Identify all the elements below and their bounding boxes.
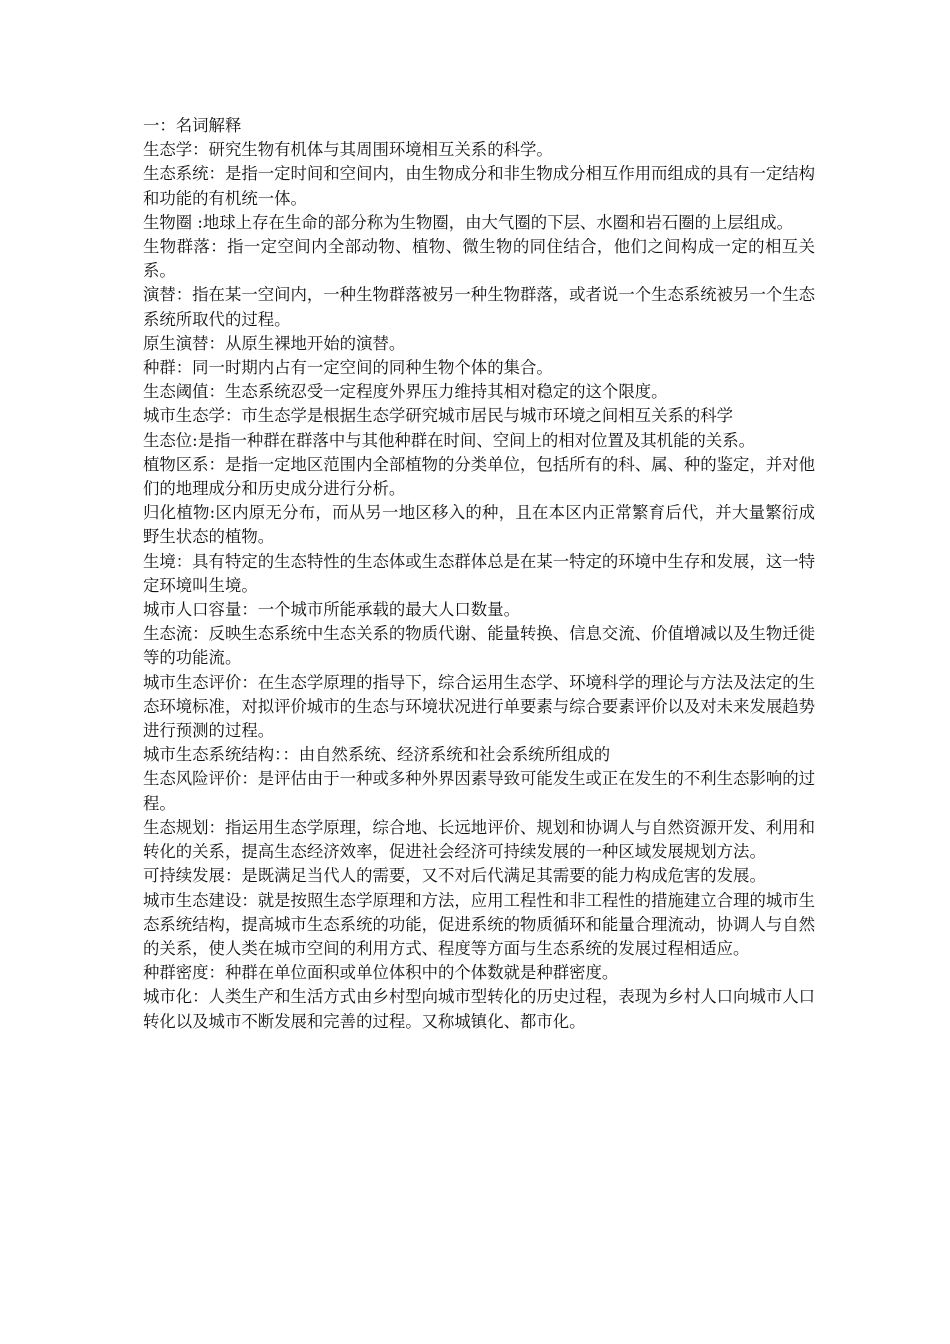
definition-habitat: 生境：具有特定的生态特性的生态体或生态群体总是在某一特定的环境中生存和发展，这一特定环境叫生境。 <box>143 551 816 595</box>
definition-primary-succession: 原生演替：从原生裸地开始的演替。 <box>143 333 406 353</box>
definition-urban-population-capacity: 城市人口容量：一个城市所能承载的最大人口数量。 <box>143 600 520 620</box>
definition-population-density: 种群密度：种群在单位面积或单位体积中的个体数就是种群密度。 <box>143 963 619 983</box>
document-body <box>143 114 815 1034</box>
definition-population: 种群：同一时期内占有一定空间的同种生物个体的集合。 <box>143 358 553 378</box>
definition-sustainable-development: 可持续发展：是既满足当代人的需要，又不对后代满足其需要的能力构成危害的发展。 <box>143 866 766 886</box>
definition-urban-ecological-assessment: 城市生态评价：在生态学原理的指导下，综合运用生态学、环境科学的理论与方法及法定的生态环境标准，对拟评价城市的生态与环境状况进行单要素与综合要素评价以及对未来发展趋势进行预测的过程。 <box>143 672 816 741</box>
definition-urban-ecosystem-structure: 城市生态系统结构：：由自然系统、经济系统和社会系统所组成的 <box>143 745 611 765</box>
definition-ecological-risk-assessment: 生态风险评价：是评估由于一种或多种外界因素导致可能发生或正在发生的不利生态影响的过程。 <box>143 769 816 813</box>
definition-urbanization: 城市化：人类生产和生活方式由乡村型向城市型转化的历史过程，表现为乡村人口向城市人口转化以及城市不断发展和完善的过程。又称城镇化、都市化。 <box>143 987 816 1031</box>
definition-urban-ecological-construction: 城市生态建设：就是按照生态学原理和方法，应用工程性和非工程性的措施建立合理的城市生态系统结构，提高城市生态系统的功能，促进系统的物质循环和能量合理流动，协调人与自然的关系，使人类在城市空间的利用方式、程度等方面与生态系统的发展过程相适应。 <box>143 890 816 958</box>
definition-succession: 演替：指在某一空间内，一种生物群落被另一种生物群落，或者说一个生态系统被另一个生态系统所取代的过程。 <box>143 285 816 329</box>
definition-biosphere: 生物圈 :地球上存在生命的部分称为生物圈，由大气圈的下层、水圈和岩石圈的上层组成。 <box>143 212 793 232</box>
definition-ecological-planning: 生态规划：指运用生态学原理，综合地、长远地评价、规划和协调人与自然资源开发、利用和转化的关系，提高生态经济效率，促进社会经济可持续发展的一种区域发展规划方法。 <box>143 817 816 862</box>
definition-ecological-flow: 生态流：反映生态系统中生态关系的物质代谢、能量转换、信息交流、价值增减以及生物迁徙等的功能流。 <box>143 624 816 668</box>
definition-urban-ecology: 城市生态学：市生态学是根据生态学研究城市居民与城市环境之间相互关系的科学 <box>143 406 734 426</box>
definition-ecological-threshold: 生态阈值：生态系统忍受一定程度外界压力维持其相对稳定的这个限度。 <box>143 382 668 402</box>
definition-naturalized-plant: 归化植物:区内原无分布，而从另一地区移入的种，且在本区内正常繁育后代，并大量繁衍成野生状态的植物。 <box>143 503 815 547</box>
definition-niche: 生态位:是指一种群在群落中与其他种群在时间、空间上的相对位置及其机能的关系。 <box>143 430 755 450</box>
definition-ecosystem: 生态系统：是指一定时间和空间内，由生物成分和非生物成分相互作用而组成的具有一定结构和功能的有机统一体。 <box>143 164 816 208</box>
section-heading: 一：名词解释 <box>143 116 242 135</box>
definition-ecology: 生态学：研究生物有机体与其周围环境相互关系的科学。 <box>143 140 553 160</box>
definition-flora: 植物区系：是指一定地区范围内全部植物的分类单位，包括所有的科、属、种的鉴定，并对他们的地理成分和历史成分进行分析。 <box>143 454 816 499</box>
definition-biocommunity: 生物群落：指一定空间内全部动物、植物、微生物的同住结合，他们之间构成一定的相互关系。 <box>143 237 815 281</box>
